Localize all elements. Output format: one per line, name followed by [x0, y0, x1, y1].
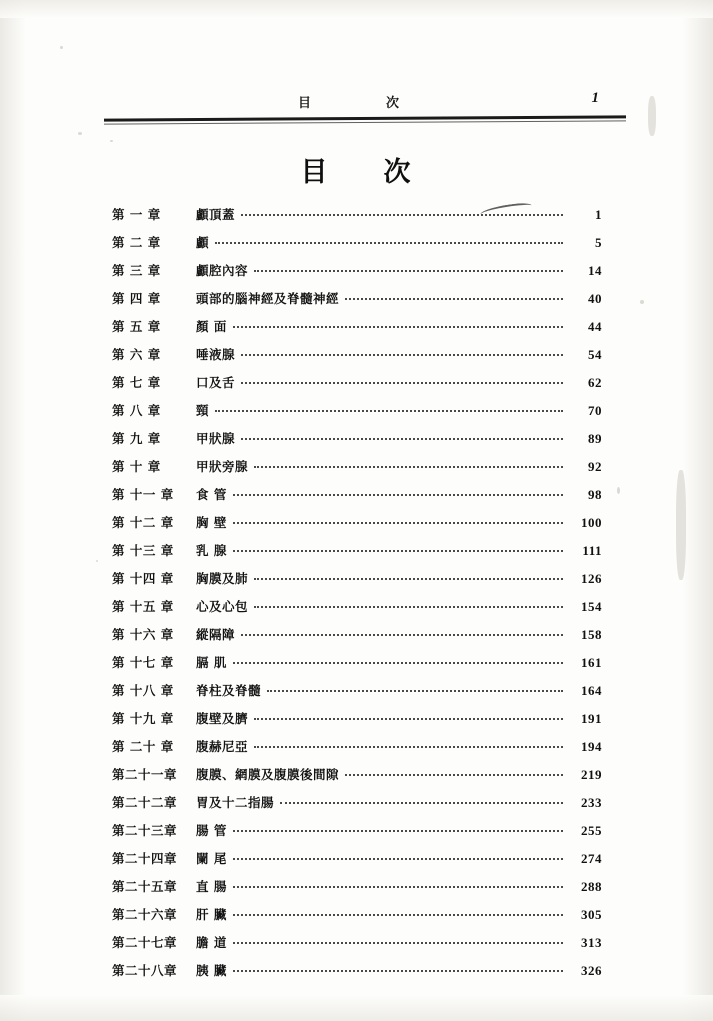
- toc-entry-leader-dots: [233, 858, 563, 860]
- toc-entry-title: 唾液腺: [196, 347, 236, 362]
- toc-entry-title: 膽 道: [196, 935, 227, 950]
- scan-speck: [60, 46, 63, 49]
- toc-entry-page-number: 194: [581, 739, 602, 754]
- toc-entry-chapter: 第 十七 章: [112, 655, 174, 670]
- scan-speck: [640, 300, 644, 304]
- toc-entry[interactable]: [112, 793, 602, 821]
- toc-entry[interactable]: [112, 485, 602, 513]
- toc-entry-chapter: 第 七 章: [112, 375, 161, 390]
- toc-entry[interactable]: [112, 401, 602, 429]
- toc-entry-page-number: 111: [582, 543, 602, 558]
- toc-entry-leader-dots: [233, 326, 563, 328]
- toc-entry-page-number: 154: [581, 599, 602, 614]
- toc-entry-chapter: 第 十四 章: [112, 571, 174, 586]
- toc-entry-leader-dots: [233, 550, 563, 552]
- toc-entry-page-number: 5: [595, 235, 602, 250]
- toc-entry[interactable]: [112, 205, 602, 233]
- toc-entry-page-number: 100: [581, 515, 602, 530]
- toc-entry-title: 胃及十二指腸: [196, 795, 275, 810]
- toc-entry-page-number: 1: [595, 207, 602, 222]
- toc-entry-chapter: 第 十五 章: [112, 599, 174, 614]
- toc-entry-title: 胸 壁: [196, 515, 227, 530]
- toc-entry-page-number: 313: [581, 935, 602, 950]
- toc-entry-leader-dots: [215, 410, 563, 412]
- toc-entry-leader-dots: [233, 830, 563, 832]
- toc-entry-chapter: 第二十六章: [112, 907, 178, 922]
- toc-entry-title: 腹膜、網膜及腹膜後間隙: [196, 767, 340, 782]
- toc-entry-chapter: 第 四 章: [112, 291, 161, 306]
- toc-entry-leader-dots: [241, 382, 563, 384]
- toc-entry[interactable]: [112, 765, 602, 793]
- toc-entry-chapter: 第二十三章: [112, 823, 178, 838]
- toc-entry-chapter: 第 八 章: [112, 403, 161, 418]
- toc-entry[interactable]: [112, 513, 602, 541]
- toc-entry-title: 乳 腺: [196, 543, 227, 558]
- toc-entry-page-number: 126: [581, 571, 602, 586]
- toc-entry-page-number: 274: [581, 851, 602, 866]
- toc-entry-title: 腸 管: [196, 823, 227, 838]
- toc-entry-chapter: 第 十一 章: [112, 487, 174, 502]
- toc-entry-leader-dots: [345, 774, 563, 776]
- toc-entry-title: 甲狀旁腺: [196, 459, 249, 474]
- toc-entry[interactable]: [112, 877, 602, 905]
- toc-entry-title: 肝 臟: [196, 907, 227, 922]
- toc-entry-title: 腹壁及臍: [196, 711, 249, 726]
- toc-entry-title: 直 腸: [196, 879, 227, 894]
- toc-entry-title: 頸: [196, 403, 210, 418]
- toc-entry-page-number: 288: [581, 879, 602, 894]
- page-title: [0, 150, 713, 189]
- toc-entry-title: 顱頂蓋: [196, 207, 236, 222]
- toc-entry-leader-dots: [233, 662, 563, 664]
- toc-entry-chapter: 第 九 章: [112, 431, 161, 446]
- toc-entry-page-number: 62: [588, 375, 602, 390]
- toc-entry-page-number: 305: [581, 907, 602, 922]
- toc-entry-page-number: 233: [581, 795, 602, 810]
- toc-entry-leader-dots: [254, 718, 563, 720]
- toc-entry[interactable]: [112, 597, 602, 625]
- toc-entry-title: 胰 臟: [196, 963, 227, 978]
- toc-entry-leader-dots: [280, 802, 563, 804]
- toc-entry-leader-dots: [241, 214, 563, 216]
- toc-entry-chapter: 第 十 章: [112, 459, 161, 474]
- toc-entry-chapter: 第二十一章: [112, 767, 178, 782]
- toc-entry-title: 心及心包: [196, 599, 249, 614]
- toc-entry-leader-dots: [233, 522, 563, 524]
- toc-entry-leader-dots: [241, 634, 563, 636]
- toc-entry[interactable]: [112, 653, 602, 681]
- table-of-contents: [112, 205, 602, 989]
- toc-entry[interactable]: [112, 933, 602, 961]
- toc-entry-page-number: 219: [581, 767, 602, 782]
- running-head-left-label: 目: [298, 96, 313, 111]
- running-head-page-number: 1: [591, 90, 599, 106]
- scan-speck: [96, 560, 98, 562]
- toc-entry-chapter: 第二十七章: [112, 935, 178, 950]
- toc-entry[interactable]: [112, 961, 602, 989]
- toc-entry-chapter: 第二十二章: [112, 795, 178, 810]
- toc-entry-leader-dots: [254, 746, 563, 748]
- toc-entry-leader-dots: [241, 354, 563, 356]
- toc-entry-leader-dots: [215, 242, 563, 244]
- toc-entry-chapter: 第 十九 章: [112, 711, 174, 726]
- toc-entry-leader-dots: [267, 690, 563, 692]
- toc-entry-title: 顱: [196, 235, 210, 250]
- toc-entry-chapter: 第 十三 章: [112, 543, 174, 558]
- toc-entry-title: 闌 尾: [196, 851, 227, 866]
- toc-entry-leader-dots: [254, 466, 563, 468]
- toc-entry-leader-dots: [345, 298, 563, 300]
- toc-entry-page-number: 326: [581, 963, 602, 978]
- toc-entry-page-number: 92: [588, 459, 602, 474]
- toc-entry-title: 顏 面: [196, 319, 227, 334]
- page-edge-shadow-bottom: [0, 995, 713, 1021]
- toc-entry-page-number: 191: [581, 711, 602, 726]
- toc-entry-page-number: 70: [588, 403, 602, 418]
- toc-entry-page-number: 255: [581, 823, 602, 838]
- toc-entry-title: 頭部的腦神經及脊髓神經: [196, 291, 340, 306]
- toc-entry-chapter: 第 三 章: [112, 263, 161, 278]
- toc-entry-chapter: 第 五 章: [112, 319, 161, 334]
- toc-entry-chapter: 第 十八 章: [112, 683, 174, 698]
- toc-entry-chapter: 第 二 章: [112, 235, 161, 250]
- scan-smudge: [676, 470, 686, 580]
- toc-entry[interactable]: [112, 429, 602, 457]
- toc-entry-chapter: 第 十二 章: [112, 515, 174, 530]
- toc-entry[interactable]: [112, 709, 602, 737]
- toc-entry-leader-dots: [233, 942, 563, 944]
- toc-entry-leader-dots: [233, 494, 563, 496]
- toc-entry[interactable]: [112, 261, 602, 289]
- running-head: [108, 92, 623, 114]
- toc-entry-page-number: 158: [581, 627, 602, 642]
- toc-entry[interactable]: [112, 373, 602, 401]
- toc-entry-leader-dots: [254, 606, 563, 608]
- toc-entry[interactable]: [112, 289, 602, 317]
- toc-entry-chapter: 第 十六 章: [112, 627, 174, 642]
- toc-entry[interactable]: [112, 905, 602, 933]
- toc-entry[interactable]: [112, 625, 602, 653]
- toc-entry[interactable]: [112, 821, 602, 849]
- toc-entry-title: 食 管: [196, 487, 227, 502]
- toc-entry-title: 脊柱及脊髓: [196, 683, 262, 698]
- toc-entry-page-number: 44: [588, 319, 602, 334]
- toc-entry[interactable]: [112, 457, 602, 485]
- toc-entry-leader-dots: [254, 578, 563, 580]
- toc-entry-page-number: 89: [588, 431, 602, 446]
- toc-entry-page-number: 164: [581, 683, 602, 698]
- toc-entry-title: 口及舌: [196, 375, 236, 390]
- toc-entry[interactable]: [112, 345, 602, 373]
- running-head-right-label: 次: [386, 96, 401, 111]
- toc-entry-title: 縱隔障: [196, 627, 236, 642]
- toc-entry-leader-dots: [233, 886, 563, 888]
- toc-entry-page-number: 161: [581, 655, 602, 670]
- scan-smudge: [648, 96, 656, 136]
- toc-entry-chapter: 第 二十 章: [112, 739, 174, 754]
- toc-entry[interactable]: [112, 849, 602, 877]
- toc-entry-chapter: 第 一 章: [112, 207, 161, 222]
- scan-speck: [617, 487, 620, 494]
- toc-entry-leader-dots: [233, 970, 563, 972]
- toc-entry-title: 膈 肌: [196, 655, 227, 670]
- toc-entry[interactable]: [112, 737, 602, 765]
- toc-entry-page-number: 54: [588, 347, 602, 362]
- toc-entry[interactable]: [112, 233, 602, 261]
- toc-entry-title: 甲狀腺: [196, 431, 236, 446]
- toc-entry[interactable]: [112, 317, 602, 345]
- page-title-left: 目: [300, 157, 330, 188]
- toc-entry-title: 腹赫尼亞: [196, 739, 249, 754]
- scan-speck: [110, 140, 113, 142]
- toc-entry[interactable]: [112, 681, 602, 709]
- toc-entry-page-number: 98: [588, 487, 602, 502]
- toc-entry-leader-dots: [233, 914, 563, 916]
- toc-entry[interactable]: [112, 569, 602, 597]
- toc-entry-page-number: 40: [588, 291, 602, 306]
- toc-entry-chapter: 第二十五章: [112, 879, 178, 894]
- toc-entry-chapter: 第二十八章: [112, 963, 178, 978]
- toc-entry-page-number: 14: [588, 263, 602, 278]
- toc-entry-title: 胸膜及肺: [196, 571, 249, 586]
- toc-entry-leader-dots: [254, 270, 563, 272]
- toc-entry-leader-dots: [241, 438, 563, 440]
- page-edge-shadow-top: [0, 0, 713, 18]
- toc-entry-title: 顱腔內容: [196, 263, 249, 278]
- toc-entry-chapter: 第 六 章: [112, 347, 161, 362]
- toc-entry-chapter: 第二十四章: [112, 851, 178, 866]
- toc-entry[interactable]: [112, 541, 602, 569]
- scan-speck: [78, 132, 82, 135]
- page-title-right: 次: [383, 157, 413, 188]
